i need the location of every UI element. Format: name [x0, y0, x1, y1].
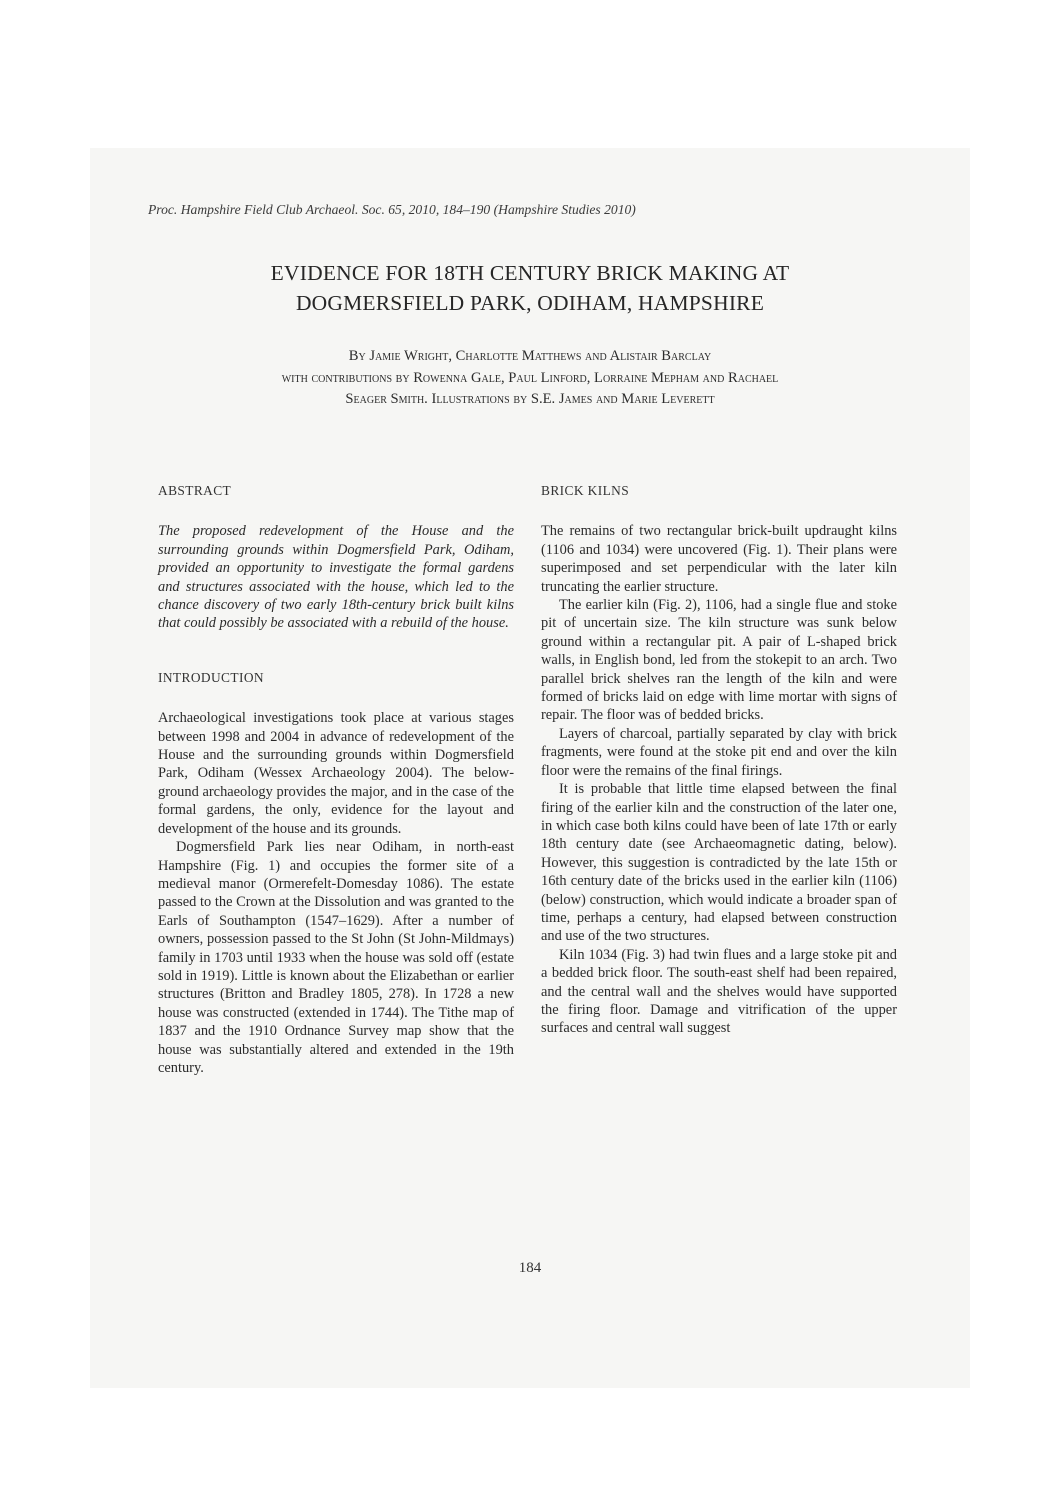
author-block	[90, 346, 970, 411]
introduction-paragraph-2: Dogmersfield Park lies near Odiham, in north-east Hampshire (Fig. 1) and occupies the former site of a medieval manor (Ormerefelt-Domesday 1086). The estate passed to the Crown at the Dissolution and was granted to the Earls of Southampton (1547–1629). After a number of owners, possession passed to the St John (St John-Mildmays) family in 1703 until 1933 when the house was sold off (estate sold in 1919). Little is known about the Elizabethan or earlier structures (Britton and Bradley 1805, 278). In 1728 a new house was constructed (extended in 1744). The Tithe map of 1837 and the 1910 Ordnance Survey map show that the house was substantially altered and extended in the 19th century.	[158, 839, 514, 1076]
page-number: 184	[518, 1260, 542, 1276]
brick-kilns-paragraph-4: It is probable that little time elapsed between the final firing of the earlier kiln and the construction of the later one, in which case both kilns could have been of late 17th or early 18th century date (see Archaeomagnetic dating, below). However, this suggestion is contradicted by the late 15th or 16th century date of the bricks used in the earlier kiln (1106) (below) construction, which would indicate a broader span of time, perhaps a century, had elapsed between construction and use of the two structures.	[541, 781, 897, 945]
introduction-heading: INTRODUCTION	[158, 669, 264, 685]
brick-kilns-paragraph-2: The earlier kiln (Fig. 2), 1106, had a single flue and stoke pit of uncertain size. The kiln structure was sunk below ground within a rectangular pit. A pair of L-shaped brick walls, in English bond, led from the stokepit to an arch. Two parallel brick shelves ran the length of the kiln and were formed of bricks laid on edge with lime mortar with signs of repair. The floor was of bedded bricks.	[541, 597, 897, 724]
title-line-1: EVIDENCE FOR 18TH CENTURY BRICK MAKING AT	[270, 261, 790, 285]
left-column	[158, 482, 514, 1077]
article-title	[90, 258, 970, 318]
brick-kilns-paragraph-1: The remains of two rectangular brick-built updraught kilns (1106 and 1034) were uncovered (Fig. 1). Their plans were superimposed and set perpendicular with the later kiln truncating the earlier structure.	[541, 523, 897, 595]
abstract-text: The proposed redevelopment of the House and the surrounding grounds within Dogmersfield Park, Odiham, provided an opportunity to investigate the formal gardens and structures associated with the house, which led to the chance discovery of two early 18th-century brick built kilns that could possibly be associated with a rebuild of the house.	[158, 523, 514, 632]
abstract-heading: ABSTRACT	[158, 483, 232, 498]
right-column	[541, 482, 897, 1038]
authors-line-2: with contributions by Rowenna Gale, Paul Linford, Lorraine Mepham and Rachael	[281, 369, 779, 386]
brick-kilns-paragraph-3: Layers of charcoal, partially separated by clay with brick fragments, were found at the stoke pit end and over the kiln floor were the remains of the final firings.	[541, 725, 897, 779]
brick-kilns-paragraph-5: Kiln 1034 (Fig. 3) had twin flues and a large stoke pit and a bedded brick floor. The south-east shelf had been repaired, and the central wall and the shelves would have supported the firing floor. Damage and vitrification of the upper surfaces and central wall suggest	[541, 946, 897, 1037]
brick-kilns-heading: BRICK KILNS	[541, 483, 630, 498]
journal-reference: Proc. Hampshire Field Club Archaeol. Soc. 65, 2010, 184–190 (Hampshire Studies 2010)	[148, 202, 636, 217]
title-line-2: DOGMERSFIELD PARK, ODIHAM, HAMPSHIRE	[295, 291, 765, 315]
introduction-paragraph-1: Archaeological investigations took place at various stages between 1998 and 2004 in advance of redevelopment of the House and the surrounding grounds within Dogmersfield Park, Odiham (Wessex Archaeology 2004). The below-ground archaeology provides the major, and in the case of the formal gardens, the only, evidence for the layout and development of the house and its grounds.	[158, 710, 514, 837]
authors-line-3: Seager Smith. Illustrations by S.E. James and Marie Leverett	[345, 391, 715, 407]
authors-line-1: By Jamie Wright, Charlotte Matthews and Alistair Barclay	[348, 348, 712, 364]
